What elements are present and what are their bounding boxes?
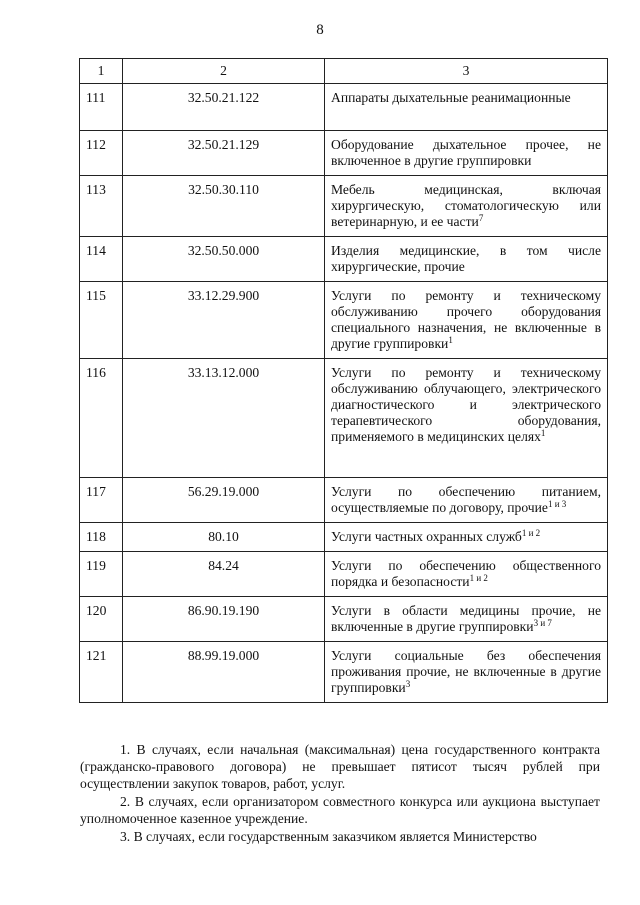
row-code: 56.29.19.000 xyxy=(123,478,325,523)
row-name xyxy=(325,478,608,523)
row-code: 33.13.12.000 xyxy=(123,359,325,478)
row-name-text: Услуги по ремонту и техническому обслуживанию облучающего, электрического диагностического и электрического терапевтического оборудования, применяемого в медицинских целях xyxy=(331,365,601,444)
footnote-reference: 3 xyxy=(405,679,411,689)
footnote-reference: 7 xyxy=(478,213,484,223)
footnote-reference: 1 и 3 xyxy=(547,499,567,509)
table-row xyxy=(80,282,608,359)
row-number: 119 xyxy=(80,552,123,597)
table-row xyxy=(80,131,608,176)
row-name xyxy=(325,176,608,237)
row-name-text: Услуги по обеспечению питанием, осуществляемые по договору, прочие xyxy=(331,484,601,515)
row-name-text: Изделия медицинские, в том числе хирургические, прочие xyxy=(331,243,601,274)
row-code: 88.99.19.000 xyxy=(123,642,325,703)
column-header-number: 1 xyxy=(80,59,123,84)
footnote-reference: 1 и 2 xyxy=(521,528,541,538)
row-name xyxy=(325,642,608,703)
row-name-text: Услуги частных охранных служб xyxy=(331,529,522,544)
footnote-reference: 1 xyxy=(540,428,546,438)
row-name xyxy=(325,84,608,131)
row-code: 84.24 xyxy=(123,552,325,597)
row-code: 32.50.50.000 xyxy=(123,237,325,282)
row-name xyxy=(325,282,608,359)
footnote-reference: 3 и 7 xyxy=(533,618,552,628)
table-row xyxy=(80,642,608,703)
table-row xyxy=(80,176,608,237)
row-name xyxy=(325,523,608,552)
row-number: 113 xyxy=(80,176,123,237)
column-header-name: 3 xyxy=(325,59,608,84)
footnote-reference: 1 и 2 xyxy=(469,573,488,583)
row-name-text: Мебель медицинская, включая хирургическую, стоматологическую или ветеринарную, и ее части xyxy=(331,182,601,229)
footnotes xyxy=(80,741,600,846)
footnote-1: 1. В случаях, если начальная (максимальная) цена государственного контракта (гражданско-правового договора) не превышает пятисот тысяч рублей при осуществлении закупок товаров, работ, услуг. xyxy=(80,742,600,791)
row-code: 32.50.21.122 xyxy=(123,84,325,131)
footnote-reference: 1 xyxy=(448,335,453,345)
row-name xyxy=(325,237,608,282)
row-code: 33.12.29.900 xyxy=(123,282,325,359)
row-name-text: Услуги по ремонту и техническому обслуживанию прочего оборудования специального назначения, не включенные в другие группировки xyxy=(331,288,601,351)
row-number: 114 xyxy=(80,237,123,282)
table-row xyxy=(80,478,608,523)
footnote-3: 3. В случаях, если государственным заказчиком является Министерство xyxy=(120,829,537,844)
procurement-codes-table xyxy=(79,58,608,703)
table-row xyxy=(80,552,608,597)
row-number: 117 xyxy=(80,478,123,523)
row-code: 32.50.30.110 xyxy=(123,176,325,237)
row-number: 111 xyxy=(80,84,123,131)
row-name xyxy=(325,131,608,176)
row-name-text: Услуги социальные без обеспечения проживания прочие, не включенные в другие группировки xyxy=(331,648,601,695)
table-row xyxy=(80,84,608,131)
row-name xyxy=(325,359,608,478)
row-code: 32.50.21.129 xyxy=(123,131,325,176)
row-name-text: Услуги в области медицины прочие, не включенные в другие группировки xyxy=(331,603,601,634)
column-header-code: 2 xyxy=(123,59,325,84)
row-name xyxy=(325,552,608,597)
row-number: 115 xyxy=(80,282,123,359)
row-number: 120 xyxy=(80,597,123,642)
row-number: 121 xyxy=(80,642,123,703)
row-number: 116 xyxy=(80,359,123,478)
row-number: 112 xyxy=(80,131,123,176)
footnote-2: 2. В случаях, если организатором совместного конкурса или аукциона выступает уполномоченное казенное учреждение. xyxy=(80,794,600,826)
table-row xyxy=(80,237,608,282)
row-name xyxy=(325,597,608,642)
row-code: 80.10 xyxy=(123,523,325,552)
table-row xyxy=(80,523,608,552)
row-number: 118 xyxy=(80,523,123,552)
row-code: 86.90.19.190 xyxy=(123,597,325,642)
table-row xyxy=(80,597,608,642)
page-number: 8 xyxy=(316,22,324,38)
table-row xyxy=(80,359,608,478)
row-name-text: Услуги по обеспечению общественного порядка и безопасности xyxy=(331,558,601,589)
row-name-text: Аппараты дыхательные реанимационные xyxy=(331,90,571,105)
table-header-row xyxy=(80,59,608,84)
row-name-text: Оборудование дыхательное прочее, не включенное в другие группировки xyxy=(331,137,601,168)
